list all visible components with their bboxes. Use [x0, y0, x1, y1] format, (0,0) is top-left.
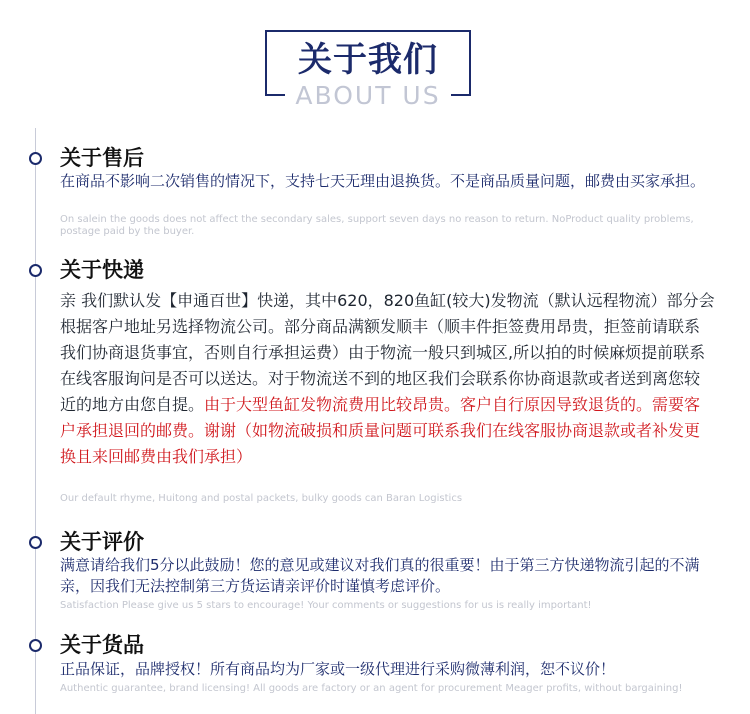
- section-title: 关于货品: [60, 633, 144, 657]
- section-english: Satisfaction Please give us 5 stars to encourage! Your comments or suggestions for us is really important!: [60, 600, 592, 611]
- section-body: 正品保证，品牌授权！所有商品均为厂家或一级代理进行采购微薄利润，恕不议价！: [60, 660, 616, 678]
- timeline-dot-icon: [29, 536, 42, 549]
- title-frame-top-line: [265, 30, 471, 32]
- page-title: 关于我们: [298, 40, 438, 80]
- section-english: On salein the goods does not affect the secondary sales, support seven days no reason to return. NoProduct quality problems, postage paid by the buyer.: [60, 214, 694, 237]
- section-title: 关于评价: [60, 530, 144, 554]
- title-frame: [265, 30, 471, 110]
- section-body: 在商品不影响二次销售的情况下，支持七天无理由退换货。不是商品质量问题，邮费由买家承担。: [60, 172, 706, 190]
- timeline-dot-icon: [29, 639, 42, 652]
- section-body: 满意请给我们5分以此鼓励！您的意见或建议对我们真的很重要！由于第三方快递物流引起的不满亲，因我们无法控制第三方货运请亲评价时谨慎考虑评价。: [60, 556, 700, 595]
- page-subtitle: ABOUT US: [295, 81, 441, 110]
- section-english: Authentic guarantee, brand licensing! All goods are factory or an agent for procurement Meager profits, without bargaining!: [60, 683, 683, 694]
- timeline-dot-icon: [29, 152, 42, 165]
- timeline-dot-icon: [29, 264, 42, 277]
- section-body: [60, 288, 715, 470]
- section-body-red: 由于大型鱼缸发物流费用比较昂贵。客户自行原因导致退货的。需要客户承担退回的邮费。谢谢（如物流破损和质量问题可联系我们在线客服协商退款或者补发更换且来回邮费由我们承担）: [60, 395, 701, 466]
- section-title: 关于快递: [60, 258, 144, 282]
- timeline-line: [35, 128, 36, 714]
- section-body-normal: 亲 我们默认发【申通百世】快递，其中620，820鱼缸(较大)发物流（默认远程物流）部分会根据客户地址另选择物流公司。部分商品满额发顺丰（顺丰件拒签费用昂贵，拒签前请联系我们协商退货事宜，否则自行承担运费）由于物流一般只到城区,所以拍的时候麻烦提前联系在线客服询问是否可以送达。对于物流送不到的地区我们会联系你协商退款或者送到离您较近的地方由您自提。: [60, 291, 715, 414]
- section-title: 关于售后: [60, 146, 144, 170]
- section-english: Our default rhyme, Huitong and postal packets, bulky goods can Baran Logistics: [60, 493, 463, 504]
- header: [0, 0, 750, 120]
